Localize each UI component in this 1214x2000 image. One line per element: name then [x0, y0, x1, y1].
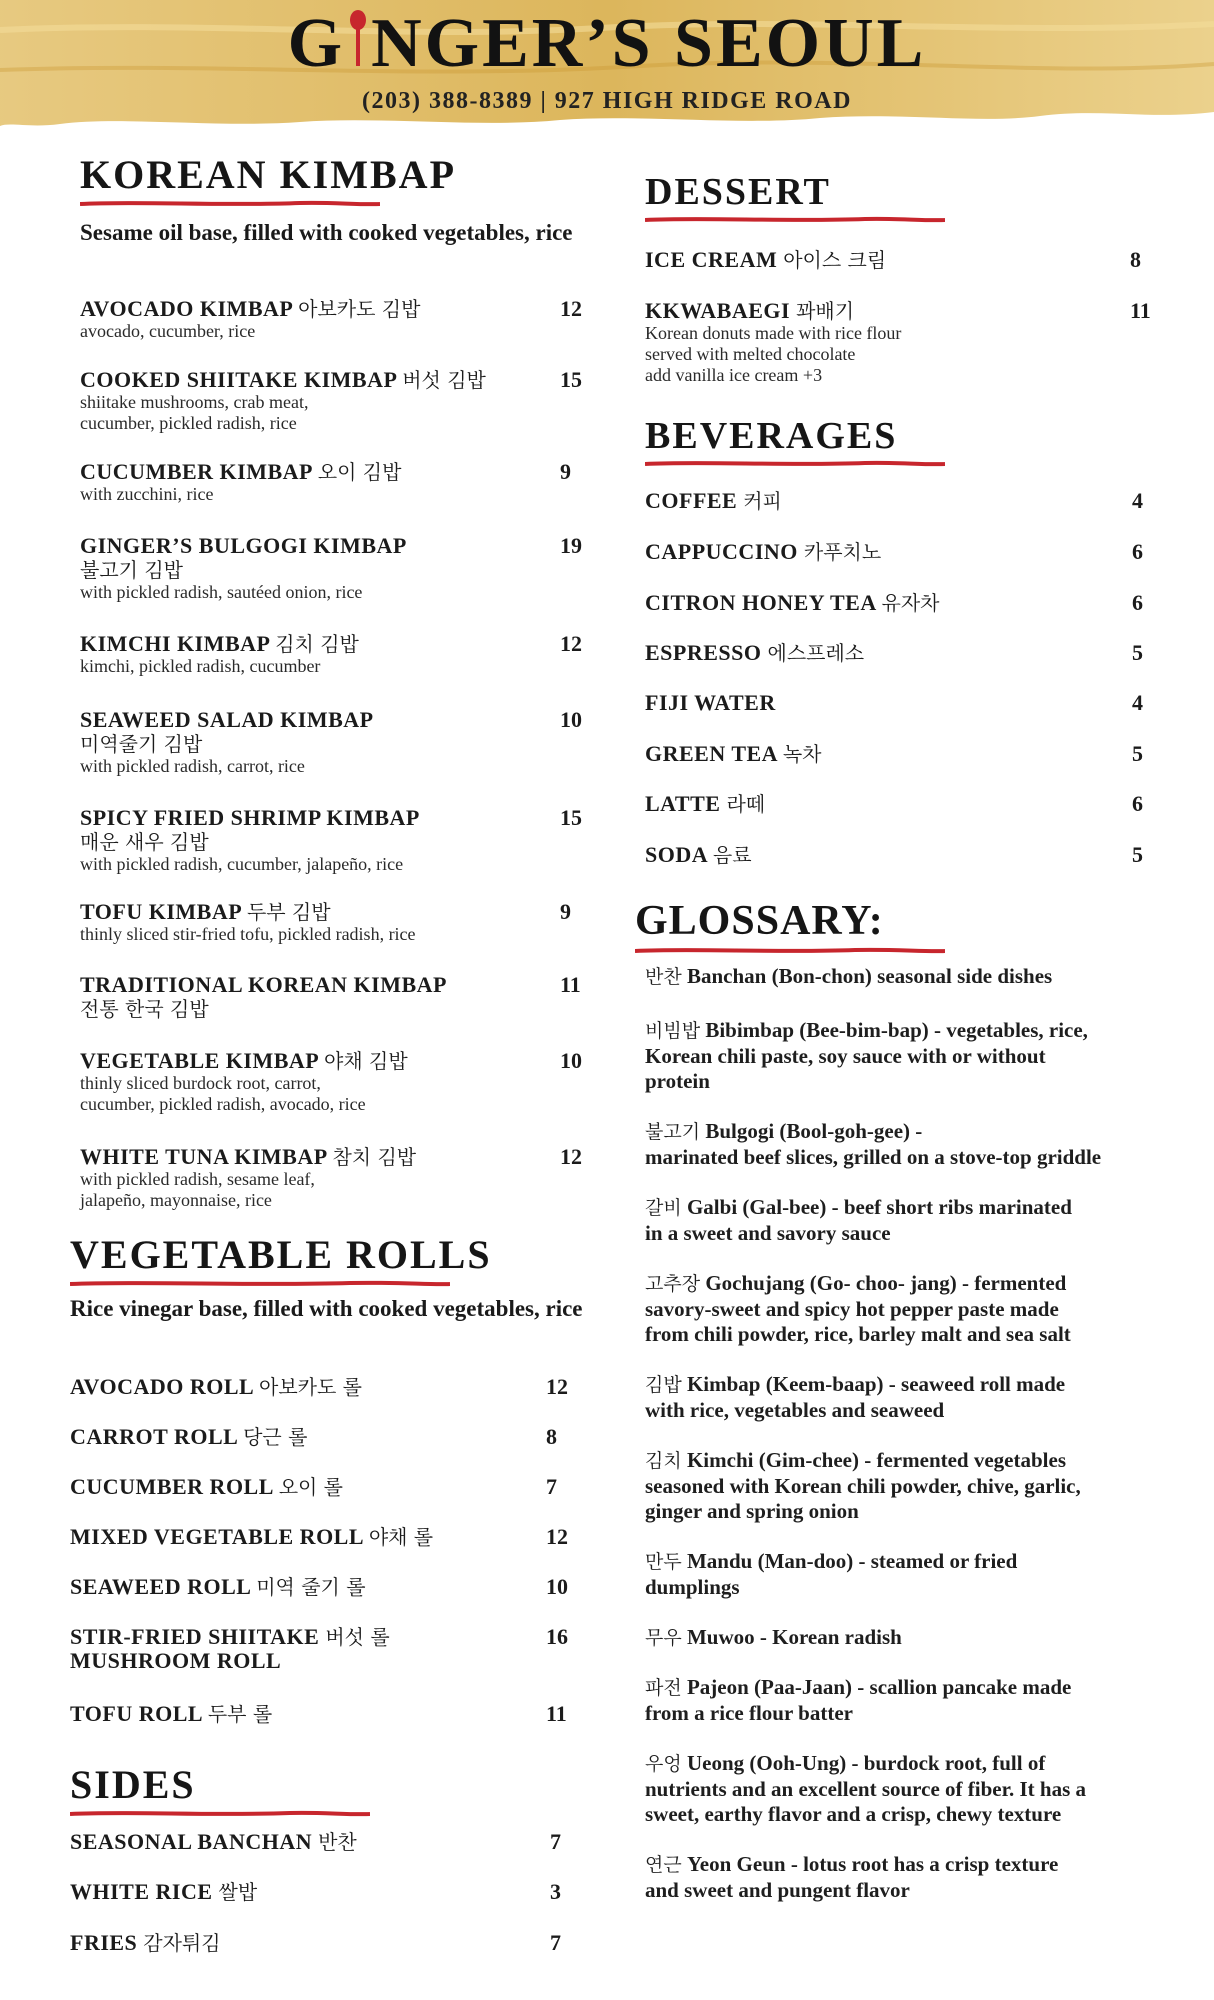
glossary-text: nutrients and an excellent source of fiber. It has a [645, 1777, 1086, 1801]
item-price: 4 [1132, 488, 1143, 513]
item-name-ko [80, 830, 600, 854]
address-line: (203) 388-8389 | 927 HIGH RIDGE ROAD [362, 88, 852, 114]
glossary-text: Kimbap (Keem-baap) - seaweed roll made [686, 1372, 1066, 1396]
kimbap-description: Sesame oil base, filled with cooked vegetables, rice [80, 220, 573, 245]
menu-item [80, 1145, 600, 1211]
item-name-ko: 두부 김밥 [246, 900, 331, 924]
menu-item [80, 632, 600, 677]
dessert-title: DESSERT [645, 171, 831, 213]
menu-item [80, 534, 600, 603]
menu-item [645, 742, 1165, 766]
menu-item [80, 1049, 600, 1115]
glossary-text: Banchan (Bon-chon) seasonal side dishes [686, 964, 1053, 988]
item-name-en: CAPPUCCINO [645, 539, 798, 564]
item-description: with pickled radish, sesame leaf, [80, 1169, 315, 1189]
glossary-term-ko: 파전 [645, 1677, 682, 1699]
menu-item [70, 1475, 600, 1499]
item-name-ko: 야채 롤 [368, 1525, 434, 1549]
glossary-text: Galbi (Gal-bee) - beef short ribs marinated [686, 1195, 1072, 1219]
item-name-ko: 감자튀김 [143, 1931, 221, 1955]
item-description: thinly sliced burdock root, carrot, [80, 1073, 321, 1093]
glossary-line [645, 1044, 1200, 1069]
glossary-line [645, 1372, 1200, 1398]
item-name [80, 460, 600, 484]
menu-item [80, 806, 600, 875]
item-name-ko-text: 불고기 김밥 [80, 558, 183, 582]
red-brush-underline [70, 1279, 450, 1289]
item-name-en: SPICY FRIED SHRIMP KIMBAP [80, 805, 420, 830]
red-brush-underline [635, 946, 945, 956]
item-name-ko-text: 매운 새우 김밥 [80, 830, 209, 854]
item-name [80, 1145, 600, 1169]
glossary-line [645, 1297, 1200, 1322]
glossary-section [635, 900, 945, 956]
item-name-en: ESPRESSO [645, 640, 762, 665]
item-price: 8 [1130, 247, 1141, 272]
item-price: 5 [1132, 842, 1143, 867]
item-name [70, 1525, 600, 1549]
item-price: 10 [560, 1048, 582, 1073]
item-name [80, 900, 600, 924]
glossary-line [645, 1398, 1200, 1423]
glossary-text: Pajeon (Paa-Jaan) - scallion pancake made [686, 1675, 1072, 1699]
glossary-text: Mandu (Man-doo) - steamed or fried [686, 1549, 1018, 1573]
item-price: 3 [550, 1879, 561, 1904]
item-name-en: GINGER’S BULGOGI KIMBAP [80, 533, 407, 558]
glossary-text: sweet, earthy flavor and a crisp, chewy texture [645, 1802, 1062, 1826]
glossary-line [645, 1751, 1200, 1777]
item-name-en: COFFEE [645, 488, 738, 513]
glossary-entry [645, 1675, 1200, 1726]
glossary-term-ko: 우엉 [645, 1753, 682, 1775]
item-description: Korean donuts made with rice flour [645, 323, 902, 343]
item-name-ko: 미역 줄기 롤 [256, 1575, 366, 1599]
item-name-en: AVOCADO KIMBAP [80, 296, 293, 321]
glossary-text: ginger and spring onion [645, 1499, 859, 1523]
item-price: 11 [1130, 298, 1151, 323]
item-name [80, 806, 600, 830]
item-name-en: TOFU ROLL [70, 1701, 202, 1726]
item-name [70, 1575, 600, 1599]
item-name [70, 1475, 600, 1499]
item-name-ko: 녹차 [782, 742, 822, 766]
item-name-en: COOKED SHIITAKE KIMBAP [80, 367, 397, 392]
rolls-description: Rice vinegar base, filled with cooked vegetables, rice [70, 1296, 583, 1321]
item-name-ko: 쌀밥 [218, 1880, 258, 1904]
glossary-text: protein [645, 1069, 710, 1093]
item-name [80, 368, 600, 392]
glossary-entry [645, 964, 1200, 990]
item-name-ko: 두부 롤 [207, 1702, 273, 1726]
glossary-term-ko: 고추장 [645, 1273, 701, 1295]
glossary-text: from chili powder, rice, barley malt and sea salt [645, 1322, 1071, 1346]
menu-item [70, 1425, 600, 1449]
item-name-ko: 음료 [712, 843, 752, 867]
item-name-ko: 꽈배기 [796, 299, 855, 323]
glossary-line [645, 1474, 1200, 1499]
glossary-entry [645, 1549, 1200, 1600]
red-brush-underline [645, 459, 945, 469]
item-name-ko: 김치 김밥 [275, 632, 359, 656]
glossary-line [645, 1575, 1200, 1600]
item-name [80, 973, 600, 997]
glossary-text: Muwoo - Korean radish [686, 1625, 902, 1649]
item-price: 5 [1132, 640, 1143, 665]
item-name [645, 591, 1165, 615]
glossary-line [645, 1271, 1200, 1297]
item-name-en: CUCUMBER ROLL [70, 1474, 273, 1499]
item-name [70, 1702, 600, 1726]
item-name-en: KIMCHI KIMBAP [80, 631, 270, 656]
item-name-en: WHITE TUNA KIMBAP [80, 1144, 327, 1169]
glossary-line [645, 1069, 1200, 1094]
item-name [645, 248, 1165, 272]
item-name [70, 1880, 600, 1904]
menu-item [80, 973, 600, 1021]
menu-item [70, 1830, 600, 1854]
glossary-term-ko: 갈비 [645, 1197, 682, 1219]
glossary-term-ko: 연근 [645, 1854, 682, 1876]
glossary-line [645, 1701, 1200, 1726]
glossary-line [645, 1018, 1200, 1044]
item-name-en: TOFU KIMBAP [80, 899, 241, 924]
red-brush-underline [70, 1809, 370, 1819]
menu-item [70, 1575, 600, 1599]
rolls-section [70, 1232, 610, 1323]
menu-item [645, 489, 1165, 513]
menu-item [70, 1375, 600, 1399]
red-brush-underline [645, 215, 945, 225]
item-name-en: WHITE RICE [70, 1879, 213, 1904]
glossary-text: savory-sweet and spicy hot pepper paste made [645, 1297, 1059, 1321]
glossary-text: Gochujang (Go- choo- jang) - fermented [705, 1271, 1067, 1295]
item-description: thinly sliced stir-fried tofu, pickled radish, rice [80, 924, 416, 944]
item-price: 11 [546, 1701, 567, 1726]
glossary-term-ko: 만두 [645, 1551, 682, 1573]
item-name-ko: 에스프레소 [767, 641, 865, 665]
kimbap-title: KOREAN KIMBAP [80, 152, 456, 197]
menu-item [645, 540, 1165, 564]
item-name-ko: 아보카도 롤 [259, 1375, 362, 1399]
header-banner [0, 0, 1214, 140]
item-price: 6 [1132, 539, 1143, 564]
item-name-ko [80, 732, 600, 756]
item-name-ko: 참치 김밥 [332, 1145, 417, 1169]
item-name-en: LATTE [645, 791, 721, 816]
item-name-ko: 당근 롤 [243, 1425, 308, 1449]
menu-item [645, 248, 1165, 272]
item-description: with zucchini, rice [80, 484, 214, 504]
item-price: 11 [560, 972, 581, 997]
item-name-en: SEAWEED SALAD KIMBAP [80, 707, 374, 732]
glossary-line [645, 1499, 1200, 1524]
item-price: 5 [1132, 741, 1143, 766]
item-name-ko [80, 558, 600, 582]
item-description: avocado, cucumber, rice [80, 321, 256, 341]
item-name-en: SODA [645, 842, 707, 867]
item-name [80, 297, 600, 321]
glossary-term-ko: 무우 [645, 1627, 682, 1649]
item-name-ko: 아보카도 김밥 [298, 297, 421, 321]
item-name-en: TRADITIONAL KOREAN KIMBAP [80, 972, 447, 997]
menu-item [70, 1880, 600, 1904]
menu-item [80, 460, 600, 505]
spoon-icon [347, 10, 369, 68]
item-name [645, 843, 1165, 867]
glossary-line [645, 1802, 1200, 1827]
glossary-entry [645, 1119, 1200, 1170]
menu-item [645, 641, 1165, 665]
item-name [70, 1375, 600, 1399]
glossary-entry [645, 1625, 1200, 1651]
item-name [80, 632, 600, 656]
item-name-ko: 반찬 [318, 1830, 357, 1854]
glossary-line [645, 1675, 1200, 1701]
item-price: 4 [1132, 690, 1143, 715]
item-name-ko: 라떼 [726, 792, 766, 816]
glossary-text: Bibimbap (Bee-bim-bap) - vegetables, rice, [705, 1018, 1088, 1042]
kimbap-section [80, 152, 600, 247]
glossary-text: from a rice flour batter [645, 1701, 853, 1725]
item-description: cucumber, pickled radish, rice [80, 413, 297, 433]
item-name-en: CARROT ROLL [70, 1424, 238, 1449]
glossary-text: in a sweet and savory sauce [645, 1221, 891, 1245]
glossary-line [645, 1878, 1200, 1903]
glossary-entry [645, 1751, 1200, 1827]
glossary-line [645, 1852, 1200, 1878]
item-name-en: MIXED VEGETABLE ROLL [70, 1524, 363, 1549]
item-name-ko [80, 997, 600, 1021]
glossary-term-ko: 김밥 [645, 1374, 682, 1396]
glossary-text: Bulgogi (Bool-goh-gee) - [705, 1119, 923, 1143]
item-name-ko: 오이 롤 [278, 1475, 344, 1499]
item-price: 10 [560, 707, 582, 732]
item-description: kimchi, pickled radish, cucumber [80, 656, 321, 676]
item-name-en: GREEN TEA [645, 741, 777, 766]
glossary-text: with rice, vegetables and seaweed [645, 1398, 945, 1422]
glossary-line [645, 1625, 1200, 1651]
item-name-ko: 야채 김밥 [324, 1049, 408, 1073]
menu-item [70, 1931, 600, 1955]
sides-section [70, 1762, 370, 1819]
glossary-line [645, 1221, 1200, 1246]
glossary-entry [645, 1448, 1200, 1524]
item-name [80, 708, 600, 732]
item-name-en: SEAWEED ROLL [70, 1574, 251, 1599]
rolls-title: VEGETABLE ROLLS [70, 1232, 492, 1277]
glossary-line [645, 1549, 1200, 1575]
item-price: 15 [560, 805, 582, 830]
glossary-text: marinated beef slices, grilled on a stove-top griddle [645, 1145, 1102, 1169]
dessert-section [645, 173, 945, 225]
menu-item [80, 297, 600, 342]
menu-item [80, 708, 600, 777]
glossary-term-ko: 김치 [645, 1450, 682, 1472]
glossary-text: Ueong (Ooh-Ung) - burdock root, full of [686, 1751, 1046, 1775]
item-description: with pickled radish, cucumber, jalapeño, rice [80, 854, 404, 874]
item-name [70, 1931, 600, 1955]
glossary-line [645, 1195, 1200, 1221]
glossary-entry [645, 1372, 1200, 1423]
item-price: 7 [550, 1930, 561, 1955]
glossary-term-ko: 반찬 [645, 966, 682, 988]
item-price: 9 [560, 899, 571, 924]
item-name-en: CITRON HONEY TEA [645, 590, 876, 615]
item-price: 15 [560, 367, 582, 392]
glossary-line [645, 1777, 1200, 1802]
item-description: jalapeño, mayonnaise, rice [80, 1190, 272, 1210]
item-description: served with melted chocolate [645, 344, 856, 364]
item-price: 6 [1132, 791, 1143, 816]
item-name-ko: 커피 [743, 489, 782, 513]
menu-item [645, 299, 1165, 386]
item-name-ko-text: 미역줄기 김밥 [80, 732, 203, 756]
item-name-ko-text: 전통 한국 김밥 [80, 997, 209, 1021]
menu-item [80, 900, 600, 945]
item-price: 12 [546, 1524, 568, 1549]
glossary-text: dumplings [645, 1575, 740, 1599]
item-name [645, 691, 1165, 715]
item-name-ko: 유자차 [881, 591, 940, 615]
item-name [70, 1830, 600, 1854]
item-price: 9 [560, 459, 571, 484]
item-name [645, 489, 1165, 513]
glossary-text: Kimchi (Gim-chee) - fermented vegetables [686, 1448, 1067, 1472]
glossary-line [645, 1145, 1200, 1170]
glossary-line [645, 964, 1200, 990]
glossary-title: GLOSSARY: [635, 898, 884, 944]
item-name [645, 792, 1165, 816]
item-name [80, 534, 600, 558]
item-name-en: CUCUMBER KIMBAP [80, 459, 312, 484]
glossary-text: Korean chili paste, soy sauce with or without [645, 1044, 1046, 1068]
beverages-title: BEVERAGES [645, 415, 898, 457]
item-name [645, 540, 1165, 564]
item-price: 12 [546, 1374, 568, 1399]
item-description: cucumber, pickled radish, avocado, rice [80, 1094, 366, 1114]
item-price: 8 [546, 1424, 557, 1449]
sides-title: SIDES [70, 1762, 196, 1807]
item-description: shiitake mushrooms, crab meat, [80, 392, 309, 412]
item-price: 12 [560, 296, 582, 321]
item-name-ko: 버섯 롤 [325, 1625, 390, 1649]
item-name-en: VEGETABLE KIMBAP [80, 1048, 319, 1073]
item-name-ko: 버섯 김밥 [402, 368, 486, 392]
item-price: 12 [560, 1144, 582, 1169]
menu-item [645, 792, 1165, 816]
item-name-en: ICE CREAM [645, 247, 778, 272]
item-name [70, 1425, 600, 1449]
glossary-entry [645, 1271, 1200, 1347]
item-name [70, 1625, 600, 1649]
glossary-line [645, 1119, 1200, 1145]
item-description: with pickled radish, sautéed onion, rice [80, 582, 363, 602]
menu-item [70, 1525, 600, 1549]
menu-item [70, 1702, 600, 1726]
menu-item [80, 368, 600, 434]
glossary-line [645, 1322, 1200, 1347]
item-name-ko: 카푸치노 [803, 540, 882, 564]
item-price: 19 [560, 533, 582, 558]
item-name [645, 641, 1165, 665]
glossary-text: Yeon Geun - lotus root has a crisp texture [686, 1852, 1059, 1876]
item-name-en: AVOCADO ROLL [70, 1374, 254, 1399]
item-description: with pickled radish, carrot, rice [80, 756, 305, 776]
item-name-ko: 오이 김밥 [317, 460, 402, 484]
glossary-entry [645, 1195, 1200, 1246]
brand-logo: G NGER’S SEOUL [287, 5, 927, 82]
red-brush-underline [80, 199, 380, 209]
item-name-ko: 아이스 크림 [783, 248, 887, 272]
glossary-text: seasoned with Korean chili powder, chive, garlic, [645, 1474, 1081, 1498]
beverages-section [645, 417, 945, 469]
glossary-entry [645, 1852, 1200, 1903]
item-name-line2: MUSHROOM ROLL [70, 1648, 282, 1673]
glossary-text: and sweet and pungent flavor [645, 1878, 910, 1902]
item-name-en: SEASONAL BANCHAN [70, 1829, 313, 1854]
item-name [645, 742, 1165, 766]
item-name-en: STIR-FRIED SHIITAKE [70, 1624, 320, 1649]
menu-item [645, 691, 1165, 715]
item-price: 16 [546, 1624, 568, 1649]
item-price: 6 [1132, 590, 1143, 615]
item-price: 7 [546, 1474, 557, 1499]
item-name [80, 1049, 600, 1073]
glossary-term-ko: 불고기 [645, 1121, 701, 1143]
menu-item [70, 1625, 600, 1673]
glossary-term-ko: 비빔밥 [645, 1020, 701, 1042]
item-price: 12 [560, 631, 582, 656]
glossary-line [645, 1448, 1200, 1474]
item-name-en: KKWABAEGI [645, 298, 791, 323]
item-name-en: FRIES [70, 1930, 138, 1955]
item-price: 7 [550, 1829, 561, 1854]
menu-item [645, 591, 1165, 615]
item-name [645, 299, 1165, 323]
item-description: add vanilla ice cream +3 [645, 365, 823, 385]
glossary-entry [645, 1018, 1200, 1094]
item-name-en: FIJI WATER [645, 690, 776, 715]
menu-item [645, 843, 1165, 867]
item-price: 10 [546, 1574, 568, 1599]
